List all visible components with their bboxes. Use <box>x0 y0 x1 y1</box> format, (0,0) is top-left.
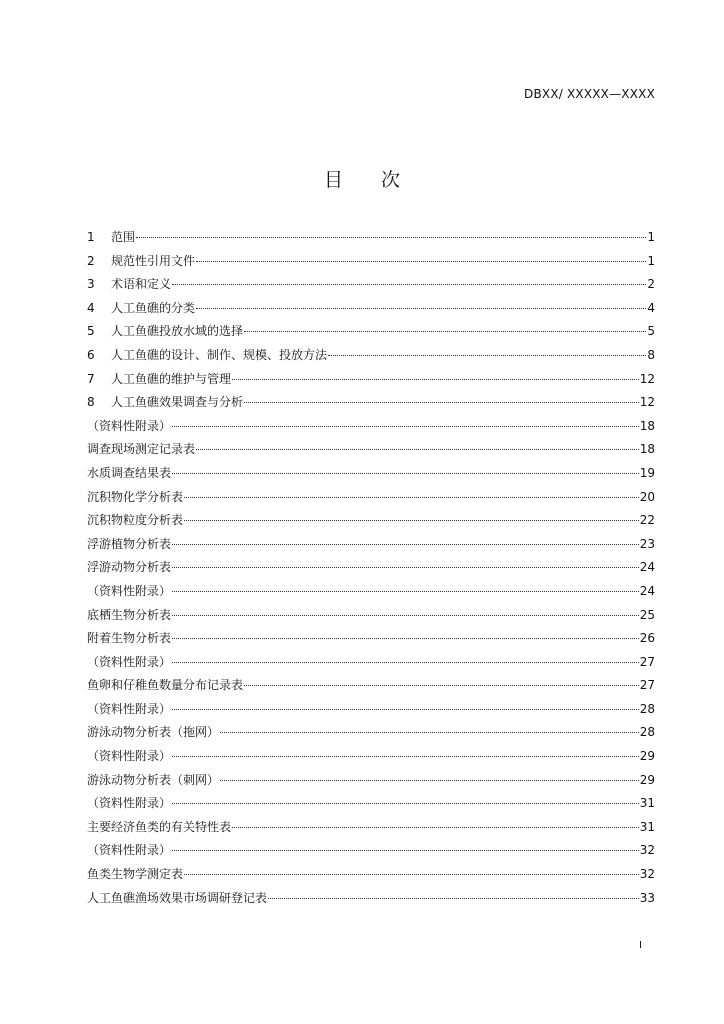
toc-entry[interactable] <box>87 228 655 252</box>
toc-entry-label: 术语和定义 <box>111 277 172 292</box>
toc-entry-label: 沉积物化学分析表 <box>87 489 184 504</box>
toc-dot-leader <box>328 355 646 356</box>
toc-entry-page: 12 <box>639 371 655 386</box>
toc-entry-page: 8 <box>647 347 655 362</box>
toc-entry-page: 31 <box>639 819 655 834</box>
toc-entry[interactable] <box>87 818 655 842</box>
toc-entry[interactable] <box>87 676 655 700</box>
toc-entry-label: 人工鱼礁的设计、制作、规模、投放方法 <box>111 347 328 362</box>
toc-entry[interactable] <box>87 488 655 512</box>
toc-dot-leader <box>172 591 639 592</box>
toc-entry-page: 5 <box>647 324 655 339</box>
toc-dot-leader <box>172 850 639 851</box>
toc-entry-number: 5 <box>87 324 95 339</box>
toc-entry[interactable] <box>87 794 655 818</box>
toc-entry[interactable] <box>87 653 655 677</box>
toc-dot-leader <box>232 379 639 380</box>
toc-entry[interactable] <box>87 370 655 394</box>
toc-entry-page: 12 <box>639 395 655 410</box>
toc-entry-label: 鱼类生物学测定表 <box>87 867 184 882</box>
toc-entry-page: 31 <box>639 796 655 811</box>
toc-entry-number: 3 <box>87 277 95 292</box>
toc-entry-page: 27 <box>639 678 655 693</box>
toc-entry-label: 鱼卵和仔稚鱼数量分布记录表 <box>87 678 244 693</box>
toc-entry-page: 1 <box>647 253 655 268</box>
toc-entry-number: 8 <box>87 395 95 410</box>
toc-entry-page: 4 <box>647 300 655 315</box>
toc-entry[interactable] <box>87 771 655 795</box>
toc-dot-leader <box>172 615 639 616</box>
toc-entry[interactable] <box>87 511 655 535</box>
toc-entry-label: （资料性附录） <box>87 418 172 433</box>
title-char-1: 目 <box>323 169 343 191</box>
toc-entry-page: 22 <box>639 513 655 528</box>
toc-entry-page: 29 <box>639 772 655 787</box>
toc-dot-leader <box>244 402 639 403</box>
toc-entry-label: 浮游植物分析表 <box>87 536 172 551</box>
toc-entry-number: 7 <box>87 371 95 386</box>
toc-entry-label: 水质调查结果表 <box>87 465 172 480</box>
toc-dot-leader <box>232 827 639 828</box>
toc-entry-page: 32 <box>639 867 655 882</box>
toc-entry[interactable] <box>87 535 655 559</box>
toc-entry[interactable] <box>87 606 655 630</box>
toc-entry[interactable] <box>87 346 655 370</box>
toc-dot-leader <box>172 473 639 474</box>
toc-entry[interactable] <box>87 889 655 913</box>
toc-entry-number: 2 <box>87 253 95 268</box>
toc-entry-page: 24 <box>639 583 655 598</box>
toc-entry-label: （资料性附录） <box>87 843 172 858</box>
toc-dot-leader <box>172 803 639 804</box>
toc-entry[interactable] <box>87 700 655 724</box>
toc-entry-label: （资料性附录） <box>87 796 172 811</box>
toc-entry[interactable] <box>87 723 655 747</box>
toc-entry-label: （资料性附录） <box>87 654 172 669</box>
toc-dot-leader <box>184 520 639 521</box>
toc-entry[interactable] <box>87 865 655 889</box>
toc-entry[interactable] <box>87 299 655 323</box>
toc-entry-page: 27 <box>639 654 655 669</box>
toc-entry-page: 18 <box>639 442 655 457</box>
toc-dot-leader <box>244 685 639 686</box>
toc-entry-label: 游泳动物分析表（拖网） <box>87 725 220 740</box>
page-number: I <box>639 940 642 951</box>
toc-entry-page: 23 <box>639 536 655 551</box>
toc-entry-page: 1 <box>647 230 655 244</box>
toc-entry-label: 调查现场测定记录表 <box>87 442 196 457</box>
toc-entry[interactable] <box>87 558 655 582</box>
toc-dot-leader <box>136 237 646 238</box>
toc-entry-page: 33 <box>639 890 655 905</box>
toc-entry[interactable] <box>87 393 655 417</box>
toc-dot-leader <box>172 638 639 639</box>
toc-entry-label: 规范性引用文件 <box>111 253 196 268</box>
toc-dot-leader <box>172 426 639 427</box>
toc-entry-page: 28 <box>639 725 655 740</box>
toc-entry[interactable] <box>87 322 655 346</box>
toc-dot-leader <box>220 780 639 781</box>
toc-entry-page: 32 <box>639 843 655 858</box>
toc-entry-page: 25 <box>639 607 655 622</box>
toc-dot-leader <box>172 567 639 568</box>
toc-dot-leader <box>172 284 646 285</box>
toc-entry-label: 人工鱼礁投放水域的选择 <box>111 324 244 339</box>
toc-entry-page: 18 <box>639 418 655 433</box>
toc-dot-leader <box>172 544 639 545</box>
title-char-2: 次 <box>381 169 401 191</box>
toc-entry-label: 沉积物粒度分析表 <box>87 513 184 528</box>
toc-entry[interactable] <box>87 440 655 464</box>
toc-entry-label: 人工鱼礁效果调查与分析 <box>111 395 244 410</box>
toc-entry-label: 附着生物分析表 <box>87 631 172 646</box>
toc-entry[interactable] <box>87 841 655 865</box>
toc-entry-page: 28 <box>639 701 655 716</box>
toc-entry-label: 浮游动物分析表 <box>87 560 172 575</box>
toc-entry[interactable] <box>87 252 655 276</box>
toc-entry[interactable] <box>87 464 655 488</box>
toc-entry-label: （资料性附录） <box>87 583 172 598</box>
toc-dot-leader <box>184 874 639 875</box>
toc-dot-leader <box>244 331 646 332</box>
page-title <box>0 165 724 192</box>
toc-entry-page: 24 <box>639 560 655 575</box>
toc-dot-leader <box>196 449 639 450</box>
toc-entry[interactable] <box>87 629 655 653</box>
toc-entry[interactable] <box>87 275 655 299</box>
toc-entry-number: 6 <box>87 347 95 362</box>
toc-entry-label: 范围 <box>111 230 136 244</box>
toc-entry-number: 4 <box>87 300 95 315</box>
toc-entry-page: 19 <box>639 465 655 480</box>
toc-dot-leader <box>268 898 639 899</box>
toc-entry-page: 2 <box>647 277 655 292</box>
toc-entry-label: 人工鱼礁的维护与管理 <box>111 371 232 386</box>
toc-dot-leader <box>220 732 639 733</box>
toc-dot-leader <box>184 497 639 498</box>
toc-entry[interactable] <box>87 582 655 606</box>
toc-entry-label: 游泳动物分析表（刺网） <box>87 772 220 787</box>
toc-dot-leader <box>196 308 646 309</box>
toc-dot-leader <box>172 709 639 710</box>
toc-entry-label: （资料性附录） <box>87 701 172 716</box>
toc-entry-label: 主要经济鱼类的有关特性表 <box>87 819 232 834</box>
toc-entry-label: 人工鱼礁渔场效果市场调研登记表 <box>87 890 268 905</box>
toc-entry[interactable] <box>87 747 655 771</box>
toc-entry-label: 人工鱼礁的分类 <box>111 300 196 315</box>
toc-entry-label: （资料性附录） <box>87 749 172 764</box>
toc-entry[interactable] <box>87 417 655 441</box>
toc-entry-label: 底栖生物分析表 <box>87 607 172 622</box>
toc-entry-number: 1 <box>87 230 95 244</box>
toc-entry-page: 26 <box>639 631 655 646</box>
toc-dot-leader <box>172 756 639 757</box>
toc-dot-leader <box>196 261 646 262</box>
standard-code: DBXX/ XXXXX—XXXX <box>524 87 655 101</box>
toc-dot-leader <box>172 662 639 663</box>
table-of-contents <box>87 228 655 912</box>
toc-entry-page: 29 <box>639 749 655 764</box>
toc-entry-page: 20 <box>639 489 655 504</box>
